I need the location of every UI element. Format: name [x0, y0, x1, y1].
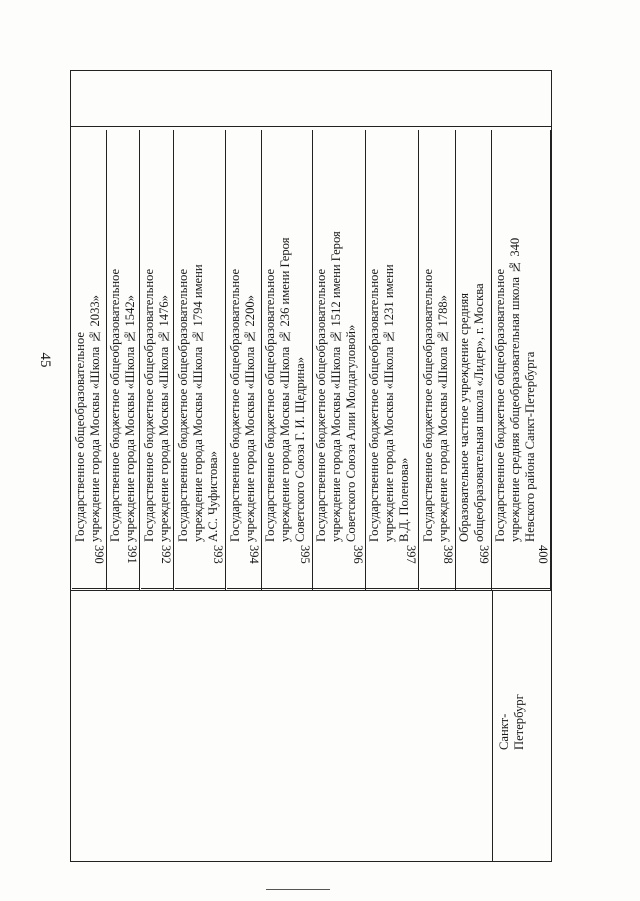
table-rule [70, 126, 71, 592]
row-name-400: Государственное бюджетное общеобразовательное учреждение средняя общеобразовательная школа № 340 Невского района Санкт-Петербурга [493, 237, 537, 542]
row-divider-line [455, 130, 456, 590]
row-divider-line [418, 130, 419, 590]
row-divider-line [106, 130, 107, 590]
row-name-397: Государственное бюджетное общеобразовательное учреждение города Москвы «Школа № 1231 имени В.Д. Поленова» [367, 264, 411, 542]
row-number-399: 399 [456, 545, 491, 589]
row-divider-line [261, 130, 262, 590]
row-name-396: Государственное бюджетное общеобразовательное учреждение города Москвы «Школа № 1512 имени Героя Советского Союза Алии Молдагуловой» [314, 231, 358, 542]
row-name-395: Государственное бюджетное общеобразовательное учреждение города Москвы «Школа № 236 имени Героя Советского Союза Г. И. Щедрина» [263, 237, 307, 542]
row-name-393: Государственное бюджетное общеобразовательное учреждение города Москвы «Школа № 1794 имени А.С. Чуфистова» [176, 264, 220, 542]
row-divider-line [312, 130, 313, 590]
row-name-394: Государственное бюджетное общеобразовательное учреждение города Москвы «Школа № 2200» [228, 268, 257, 542]
bottom-rule [266, 889, 330, 890]
row-number-391: 391 [107, 545, 139, 589]
row-number-396: 396 [313, 545, 365, 589]
row-number-392: 392 [141, 545, 173, 589]
table-rule [70, 126, 552, 127]
row-name-399: Образовательное частное учреждение средняя общеобразовательная школа «Лидер», г. Москва [457, 283, 486, 542]
row-name-392: Государственное бюджетное общеобразовательное учреждение города Москвы «Школа № 1476» [142, 268, 171, 542]
row-number-398: 398 [420, 545, 455, 589]
row-divider-line [139, 130, 140, 590]
region-label: Санкт- Петербург [497, 694, 526, 750]
row-divider-line [225, 130, 226, 590]
row-number-397: 397 [366, 545, 418, 589]
row-divider-line [173, 130, 174, 590]
row-divider-line [365, 130, 366, 590]
row-number-393: 393 [175, 545, 225, 589]
row-divider-line [550, 130, 551, 590]
row-number-390: 390 [72, 545, 106, 589]
table-rule [70, 590, 552, 591]
row-name-390: Государственное общеобразовательное учреждение города Москвы «Школа № 2033» [73, 295, 102, 542]
row-name-398: Государственное бюджетное общеобразовательное учреждение города Москвы «Школа № 1788» [421, 268, 450, 542]
page-number: 45 [37, 352, 54, 368]
row-name-391: Государственное бюджетное общеобразовательное учреждение города Москвы «Школа № 1542» [108, 268, 137, 542]
row-number-395: 395 [262, 545, 312, 589]
region-cell-border [492, 590, 493, 862]
row-number-394: 394 [227, 545, 261, 589]
row-divider-line [491, 130, 492, 590]
row-number-400: 400 [492, 545, 550, 589]
